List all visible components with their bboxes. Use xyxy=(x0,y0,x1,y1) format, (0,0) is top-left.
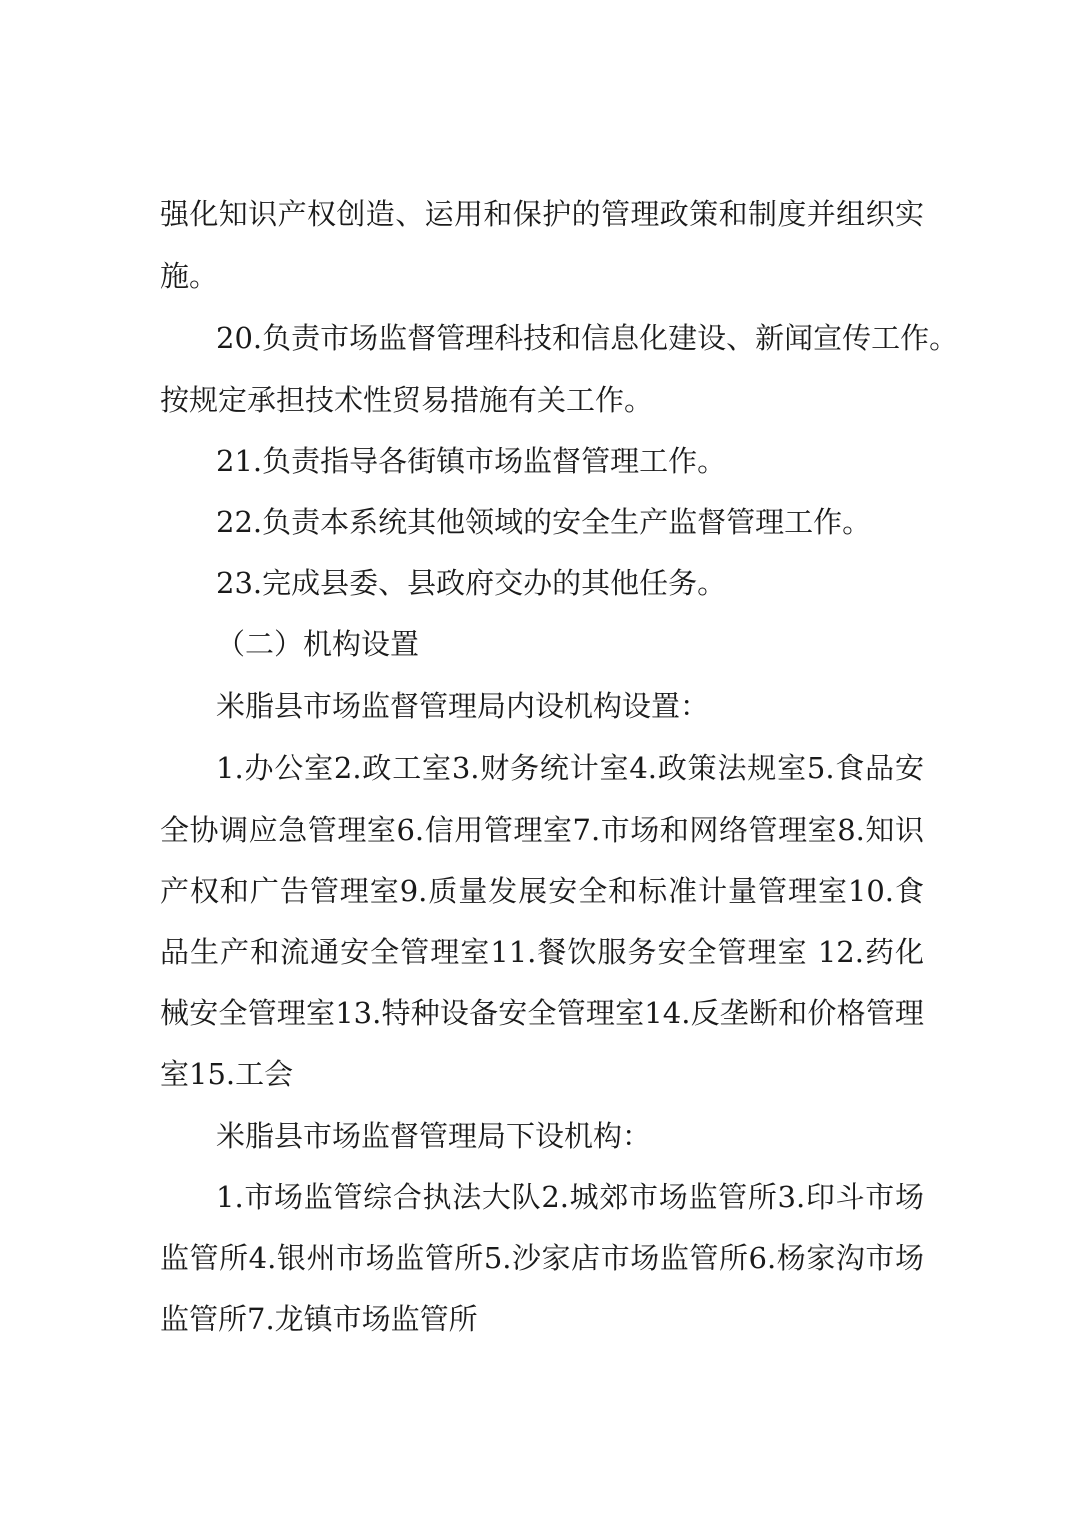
body-text-line: 品生产和流通安全管理室11.餐饮服务安全管理室 12.药化 xyxy=(160,935,924,969)
body-text-line: 按规定承担技术性贸易措施有关工作。 xyxy=(160,383,654,417)
subsection-intro: 米脂县市场监督管理局下设机构： xyxy=(216,1119,652,1153)
body-text-line: 监管所7.龙镇市场监管所 xyxy=(160,1302,478,1336)
body-text-line: 监管所4.银州市场监管所5.沙家店市场监管所6.杨家沟市场 xyxy=(160,1241,924,1275)
list-item-21: 21.负责指导各街镇市场监督管理工作。 xyxy=(216,444,727,478)
body-text-line: 施。 xyxy=(160,259,219,293)
body-text-line: 全协调应急管理室6.信用管理室7.市场和网络管理室8.知识 xyxy=(160,813,924,847)
list-item-20: 20.负责市场监督管理科技和信息化建设、新闻宣传工作。 xyxy=(216,321,959,355)
section-heading: （二）机构设置 xyxy=(216,627,420,661)
body-text-line: 产权和广告管理室9.质量发展安全和标准计量管理室10.食 xyxy=(160,874,924,908)
body-text-line: 室15.工会 xyxy=(160,1057,294,1091)
list-item-22: 22.负责本系统其他领域的安全生产监督管理工作。 xyxy=(216,505,872,539)
body-text-line: 1.办公室2.政工室3.财务统计室4.政策法规室5.食品安 xyxy=(216,751,924,785)
list-item-23: 23.完成县委、县政府交办的其他任务。 xyxy=(216,566,727,600)
body-text-line: 1.市场监管综合执法大队2.城郊市场监管所3.印斗市场 xyxy=(216,1180,924,1214)
body-text-line: 强化知识产权创造、运用和保护的管理政策和制度并组织实 xyxy=(160,197,924,231)
subsection-intro: 米脂县市场监督管理局内设机构设置： xyxy=(216,689,710,723)
body-text-line: 械安全管理室13.特种设备安全管理室14.反垄断和价格管理 xyxy=(160,996,924,1030)
